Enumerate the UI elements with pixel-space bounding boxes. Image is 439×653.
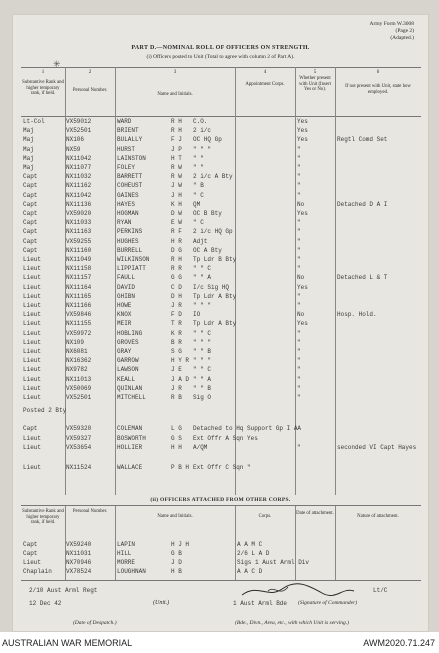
cell-corps: IO (193, 311, 201, 319)
cell-present: Yes (297, 136, 308, 144)
cell-rank: Capt (23, 182, 38, 190)
cell-init: H R (171, 237, 182, 245)
cell-rank: Lieut (23, 375, 42, 383)
cell-init: H B (171, 568, 182, 575)
cell-present: " (297, 191, 301, 199)
cell-number: NX11166 (66, 302, 92, 309)
cell-rank: Chaplain (23, 568, 52, 575)
cell-name: WILKINSON (117, 256, 150, 263)
col-header-number: Personal Number. (72, 509, 108, 514)
cell-corps: C.O. (193, 118, 208, 125)
cell-rank: Maj (23, 136, 34, 144)
col-header-date: Date of attachment. (296, 511, 334, 516)
cell-name: MEIR (117, 320, 132, 328)
cell-number: VX52501 (66, 394, 92, 401)
cell-present: " (297, 219, 301, 227)
cell-present: " (297, 329, 301, 337)
cell-corps: A A C D (237, 568, 263, 575)
cell-employ: Detached L & T (337, 274, 388, 282)
cell-present: " (297, 154, 301, 162)
cell-init: C D (171, 283, 182, 291)
cell-number: NX11031 (66, 550, 92, 557)
col-number: 4 (263, 70, 267, 75)
cell-rank: Maj (23, 164, 34, 171)
cell-number: NX70946 (66, 559, 92, 566)
cell-init: R W (171, 173, 182, 181)
cell-rank: Lieut (23, 444, 42, 452)
cell-corps: Adjt (193, 237, 208, 245)
cell-init: J H (171, 191, 182, 199)
cell-present: " (297, 182, 301, 190)
part-d-header (21, 67, 421, 117)
part-ii-title: (ii) OFFICERS ATTACHED FROM OTHER CORPS. (150, 497, 291, 503)
cell-init: R W (171, 164, 182, 171)
cell-rank: Capt (23, 541, 38, 548)
cell-rank: Lieut (23, 366, 42, 374)
part-d-subtitle: (i) Officers posted to Unit (Total to agree with column 2 of Part A). (146, 54, 295, 60)
cell-name: GRAY (117, 348, 132, 355)
cell-init: G G (171, 274, 182, 282)
cell-present: " (297, 228, 301, 236)
cell-present: " (297, 366, 301, 374)
cell-present: " (297, 444, 301, 452)
cell-rank: Capt (23, 228, 38, 236)
cell-init: H Y R (171, 357, 190, 365)
cell-name: GHIBN (117, 292, 136, 300)
cell-number: VX59972 (66, 329, 92, 337)
cell-number: NX106 (66, 136, 85, 144)
cell-corps: " C (193, 219, 204, 227)
cell-init: F J (171, 136, 182, 144)
cell-present: " (297, 265, 301, 273)
cell-init: D G (171, 246, 182, 254)
cell-corps: QM (193, 200, 201, 208)
cell-init: P B H (171, 463, 190, 471)
footer-unit-label: (Unit.) (153, 600, 170, 606)
cell-number: NX11165 (66, 292, 92, 300)
cell-init: R H (171, 118, 182, 125)
form-name: Army Form W.3008 (369, 21, 414, 27)
cell-number: NX11157 (66, 274, 92, 282)
cell-name: KNOX (117, 311, 132, 319)
cell-corps: " " B (193, 384, 212, 392)
footer-despatch-label: (Date of Despatch.) (73, 620, 117, 626)
cell-corps: I/c Sig HQ (193, 283, 230, 291)
cell-present: " (297, 394, 301, 401)
cell-init: R R (171, 265, 182, 273)
cell-rank: Capt (23, 246, 38, 254)
cell-name: BURRELL (117, 246, 143, 254)
cell-corps: Ext Offr A Sqn Yes (193, 434, 258, 442)
cell-present: Yes (297, 127, 308, 135)
col-number: 3 (173, 70, 177, 75)
cell-rank: Lieut (23, 256, 42, 263)
cell-rank: Maj (23, 145, 34, 153)
cell-init: R H (171, 256, 182, 263)
cell-number: NX109 (66, 338, 85, 346)
cell-init: J E (171, 366, 182, 374)
col-number: 6 (376, 70, 380, 75)
cell-rank: Maj (23, 127, 34, 135)
cell-corps: Detached to Hq Support Gp I AA (193, 425, 302, 433)
cell-number: NX16362 (66, 357, 92, 365)
cell-init: K H (171, 200, 182, 208)
cell-corps: Tp Ldr A Bty (193, 292, 237, 300)
cell-corps: Tp Ldr A Bty (193, 320, 237, 328)
cell-present: " (297, 348, 301, 355)
cell-init: R H (171, 127, 182, 135)
cell-corps: " " (193, 164, 204, 171)
cell-corps: Sig O (193, 394, 212, 401)
cell-number: VX59012 (66, 118, 92, 125)
cell-name: QUINLAN (117, 384, 143, 392)
cell-number: VX50069 (66, 384, 92, 392)
cell-name: DAVID (117, 283, 136, 291)
cell-name: LAWSON (117, 366, 139, 374)
cell-number: VX59020 (66, 210, 92, 217)
cell-rank: Lt-Col (23, 118, 45, 125)
caption-source: AUSTRALIAN WAR MEMORIAL (2, 638, 133, 648)
cell-present: " (297, 237, 301, 245)
cell-corps: 2 i/c HQ Gp (193, 228, 233, 236)
cell-name: HOLLIER (117, 444, 143, 452)
posted-label: Posted 2 Bty (23, 407, 67, 415)
cell-corps: " " A (193, 375, 212, 383)
cell-name: BULALLY (117, 136, 143, 144)
cell-corps: " " C (193, 329, 212, 337)
cell-corps: " " (193, 154, 204, 162)
cell-present: " (297, 164, 301, 171)
col-header-rank: Substantive Rank and higher temporary rank, if held. (22, 80, 64, 97)
cell-init: G B (171, 550, 182, 557)
cell-corps: " B (193, 182, 204, 190)
col-header-rank: Substantive Rank and higher temporary rank, if held. (22, 509, 64, 526)
cell-present: Yes (297, 210, 308, 217)
cell-employ: Regtl Comd Set (337, 136, 388, 144)
cell-init: F D (171, 311, 182, 319)
cell-name: GAINES (117, 191, 139, 199)
cell-corps: " " C (193, 366, 212, 374)
cell-init: J W (171, 182, 182, 190)
cell-init: G S (171, 434, 182, 442)
cell-present: No (297, 200, 305, 208)
cell-present: " (297, 256, 301, 263)
cell-corps: OC HQ Gp (193, 136, 222, 144)
cell-present: No (297, 311, 305, 319)
cell-name: LOUGHNAN (117, 568, 146, 575)
caption-accession: AWM2020.71.247 (363, 638, 435, 648)
cell-name: BOSWORTH (117, 434, 146, 442)
col-header-name: Name and Initials. (157, 92, 193, 97)
cell-corps: 2 i/c (193, 127, 212, 135)
part-d-title: PART D.—NOMINAL ROLL OF OFFICERS ON STRENGTH. (131, 45, 310, 51)
cell-rank: Lieut (23, 559, 42, 566)
col-header-corps: Appointment Corps. (245, 82, 285, 87)
col-header-name: Name and Initials. (157, 514, 193, 519)
cell-name: LAPIN (117, 541, 136, 548)
cell-name: WALLACE (117, 463, 143, 471)
cell-init: D H (171, 292, 182, 300)
punch-hole-mark: ✳ (53, 59, 61, 69)
attached-officers-table (21, 505, 421, 581)
cell-name: HOWE (117, 302, 132, 309)
cell-number: VX59255 (66, 237, 92, 245)
cell-name: GROVES (117, 338, 139, 346)
cell-rank: Lieut (23, 265, 42, 273)
cell-corps: 2/6 L A D (237, 550, 270, 557)
cell-corps: Tp Ldr B Bty (193, 256, 237, 263)
cell-present: " (297, 292, 301, 300)
cell-init: S G (171, 348, 182, 355)
cell-init: J R (171, 384, 182, 392)
cell-rank: Capt (23, 550, 38, 557)
cell-rank: Lieut (23, 311, 42, 319)
cell-init: R F (171, 228, 182, 236)
footer-date: 12 Dec 42 (29, 600, 62, 607)
cell-init: J D (171, 559, 182, 566)
cell-present: " (297, 357, 301, 365)
footer-initials: Lt/C (373, 587, 388, 594)
cell-number: VX52501 (66, 127, 92, 135)
cell-name: FAULL (117, 274, 136, 282)
cell-number: NX11136 (66, 200, 92, 208)
cell-init: J P (171, 145, 182, 153)
cell-rank: Capt (23, 191, 38, 199)
cell-name: HOBLING (117, 329, 143, 337)
cell-name: FOLEY (117, 164, 136, 171)
cell-present: " (297, 145, 301, 153)
cell-name: RYAN (117, 219, 132, 227)
cell-name: HAYES (117, 200, 136, 208)
footer-signature-text: 1 Aust Arml Bde (233, 600, 288, 607)
cell-rank: Lieut (23, 329, 42, 337)
cell-number: NX11033 (66, 219, 92, 227)
cell-corps: A/QM (193, 444, 208, 452)
cell-rank: Lieut (23, 274, 42, 282)
cell-name: HILL (117, 550, 132, 557)
cell-rank: Lieut (23, 320, 42, 328)
cell-employ: Detached D A I (337, 200, 388, 208)
cell-corps: Sigs 1 Aust Arml Div (237, 559, 310, 566)
cell-corps: " " C (193, 265, 212, 273)
cell-number: NX11042 (66, 191, 92, 199)
cell-number: NX59 (66, 145, 81, 153)
cell-name: BRIENT (117, 127, 139, 135)
cell-name: HUGHES (117, 237, 139, 245)
col-header-number: Personal Number. (72, 88, 108, 93)
cell-number: NX11032 (66, 173, 92, 181)
cell-init: B R (171, 338, 182, 346)
col-header-present: Whether present with Unit (Insert Yes or No). (299, 76, 331, 93)
cell-rank: Lieut (23, 292, 42, 300)
cell-rank: Capt (23, 210, 38, 217)
cell-number: NX9782 (66, 366, 88, 374)
cell-number: VX59846 (66, 311, 92, 319)
cell-corps: " " " (193, 302, 212, 309)
cell-name: COLEMAN (117, 425, 143, 433)
column-divider (295, 506, 296, 580)
cell-init: H H (171, 444, 182, 452)
cell-init: J R (171, 302, 182, 309)
cell-corps: OC B Bty (193, 210, 222, 217)
officers-on-strength-table (21, 115, 421, 495)
cell-rank: Lieut (23, 434, 42, 442)
col-header-nature: Nature of attachment. (357, 514, 399, 519)
cell-rank: Lieut (23, 384, 42, 392)
cell-name: GARROW (117, 357, 139, 365)
cell-present: " (297, 338, 301, 346)
col-header-employ: If not present with Unit, state how employed. (345, 84, 411, 95)
cell-corps: Ext Offr C Sqn " (193, 463, 251, 471)
cell-number: NX11164 (66, 283, 92, 291)
form-number (370, 21, 414, 42)
cell-present: " (297, 384, 301, 392)
cell-rank: Capt (23, 425, 38, 433)
cell-rank: Lieut (23, 394, 42, 401)
cell-number: NX11524 (66, 463, 92, 471)
cell-number: VX59327 (66, 434, 92, 442)
cell-name: LIPPIATT (117, 265, 146, 273)
cell-rank: Capt (23, 173, 38, 181)
cell-employ: seconded VI Capt Hayes (337, 444, 417, 452)
cell-number: VX53654 (66, 444, 92, 452)
cell-rank: Maj (23, 154, 34, 162)
cell-name: PERKINS (117, 228, 143, 236)
cell-init: L G (171, 425, 182, 433)
cell-number: NX11162 (66, 182, 92, 190)
cell-rank: Lieut (23, 348, 42, 355)
footer-unit-name: 2/10 Aust Arml Regt (29, 587, 98, 594)
cell-name: BARRETT (117, 173, 143, 181)
cell-corps: A A M C (237, 541, 263, 548)
cell-number: VX59240 (66, 541, 92, 548)
cell-corps: " " " (193, 338, 212, 346)
cell-rank: Lieut (23, 302, 42, 309)
col-number: 5 (313, 70, 317, 75)
cell-present: No (297, 274, 305, 282)
cell-employ: Hosp. Hold. (337, 311, 377, 319)
cell-corps: " " " (193, 145, 212, 153)
cell-number: NX11013 (66, 375, 92, 383)
cell-number: NX11042 (66, 154, 92, 162)
cell-init: D W (171, 210, 182, 217)
form-page-number: (Page 2) (395, 28, 414, 34)
cell-number: NX11077 (66, 164, 92, 171)
col-header-corps: Corps. (258, 514, 272, 519)
cell-present: " (297, 173, 301, 181)
cell-rank: Lieut (23, 463, 42, 471)
cell-number: VX78524 (66, 568, 92, 575)
footer-bde-label: (Bde., Divn., Area, etc., with which Unit is serving.) (235, 620, 349, 626)
cell-present: Yes (297, 320, 308, 328)
col-number: 1 (41, 70, 45, 75)
form-adapted: (Adapted.) (390, 35, 414, 41)
cell-rank: Lieut (23, 338, 42, 346)
cell-number: NX11160 (66, 246, 92, 254)
cell-corps: 2 i/c A Bty (193, 173, 233, 181)
cell-name: LAINSTON (117, 154, 146, 162)
cell-name: WARD (117, 118, 132, 125)
cell-name: HOGMAN (117, 210, 139, 217)
cell-present: " (297, 375, 301, 383)
cell-number: NX11155 (66, 320, 92, 328)
cell-rank: Capt (23, 237, 38, 245)
cell-number: NX11163 (66, 228, 92, 236)
cell-corps: " " B (193, 348, 212, 355)
cell-number: NX11049 (66, 256, 92, 263)
cell-name: KEALL (117, 375, 136, 383)
cell-number: VX59320 (66, 425, 92, 433)
col-number: 2 (88, 70, 92, 75)
cell-init: H T (171, 154, 182, 162)
commander-signature (238, 581, 358, 601)
cell-name: HURST (117, 145, 136, 153)
cell-present: Yes (297, 118, 308, 125)
cell-number: NX11158 (66, 265, 92, 273)
cell-init: R B (171, 394, 182, 401)
cell-rank: Lieut (23, 357, 42, 365)
cell-corps: " " " (193, 357, 212, 365)
cell-corps: OC A Bty (193, 246, 222, 254)
form-page (12, 14, 429, 632)
cell-init: J A D (171, 375, 190, 383)
cell-init: E W (171, 219, 182, 227)
cell-rank: Lieut (23, 283, 42, 291)
cell-init: K R (171, 329, 182, 337)
cell-name: COHEUST (117, 182, 143, 190)
cell-name: MORRE (117, 559, 136, 566)
cell-present: " (297, 246, 301, 254)
cell-rank: Capt (23, 200, 38, 208)
cell-number: NX6081 (66, 348, 88, 355)
cell-present: " (297, 302, 301, 309)
cell-init: T R (171, 320, 182, 328)
cell-init: H J H (171, 541, 190, 548)
footer-signature-label: (Signature of Commander) (298, 600, 358, 606)
cell-name: MITCHELL (117, 394, 146, 401)
cell-corps: " C (193, 191, 204, 199)
cell-rank: Capt (23, 219, 38, 227)
cell-corps: " " A (193, 274, 212, 282)
cell-present: Yes (297, 283, 308, 291)
